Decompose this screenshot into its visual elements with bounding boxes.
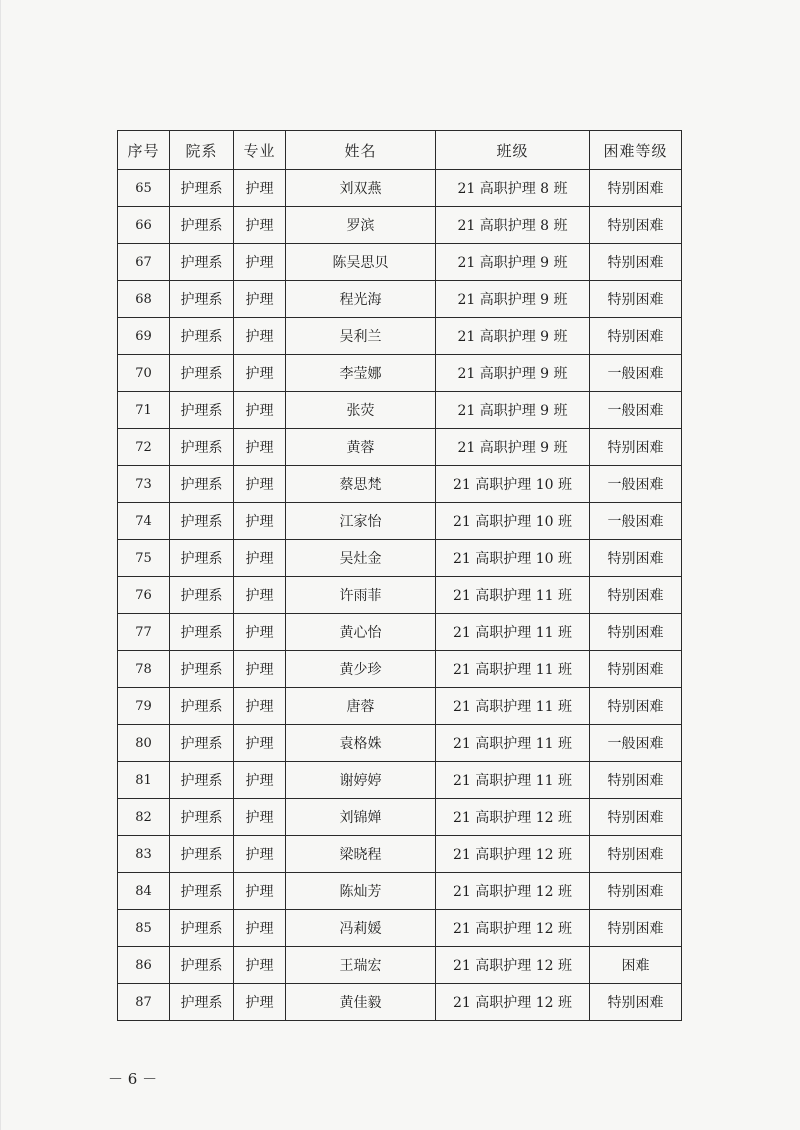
class-cell: 21 高职护理 12 班: [436, 984, 590, 1021]
serial-cell: 76: [118, 577, 170, 614]
serial-cell: 79: [118, 688, 170, 725]
difficulty-cell: 特别困难: [590, 244, 682, 281]
major-cell: 护理: [234, 207, 286, 244]
class-cell: 21 高职护理 10 班: [436, 540, 590, 577]
name-cell: 许雨菲: [286, 577, 436, 614]
name-cell: 程光海: [286, 281, 436, 318]
serial-cell: 83: [118, 836, 170, 873]
table-row: [118, 392, 682, 429]
major-cell: 护理: [234, 540, 286, 577]
department-cell: 护理系: [170, 984, 234, 1021]
department-cell: 护理系: [170, 614, 234, 651]
name-cell: 梁晓程: [286, 836, 436, 873]
name-cell: 唐蓉: [286, 688, 436, 725]
table-row: [118, 170, 682, 207]
class-cell: 21 高职护理 10 班: [436, 466, 590, 503]
serial-cell: 73: [118, 466, 170, 503]
major-cell: 护理: [234, 873, 286, 910]
major-cell: 护理: [234, 984, 286, 1021]
table-row: [118, 910, 682, 947]
class-cell: 21 高职护理 11 班: [436, 651, 590, 688]
department-cell: 护理系: [170, 540, 234, 577]
table-row: [118, 540, 682, 577]
name-cell: 张荧: [286, 392, 436, 429]
difficulty-cell: 一般困难: [590, 466, 682, 503]
major-cell: 护理: [234, 725, 286, 762]
name-cell: 罗滨: [286, 207, 436, 244]
class-cell: 21 高职护理 9 班: [436, 318, 590, 355]
class-cell: 21 高职护理 11 班: [436, 577, 590, 614]
serial-cell: 65: [118, 170, 170, 207]
department-cell: 护理系: [170, 688, 234, 725]
name-cell: 王瑞宏: [286, 947, 436, 984]
serial-cell: 86: [118, 947, 170, 984]
class-cell: 21 高职护理 11 班: [436, 725, 590, 762]
name-cell: 吴灶金: [286, 540, 436, 577]
name-cell: 刘锦婵: [286, 799, 436, 836]
table-row: [118, 503, 682, 540]
major-cell: 护理: [234, 318, 286, 355]
serial-cell: 71: [118, 392, 170, 429]
table-row: [118, 873, 682, 910]
name-cell: 陈吴思贝: [286, 244, 436, 281]
class-cell: 21 高职护理 12 班: [436, 910, 590, 947]
difficulty-cell: 特别困难: [590, 873, 682, 910]
difficulty-cell: 一般困难: [590, 355, 682, 392]
class-cell: 21 高职护理 9 班: [436, 429, 590, 466]
difficulty-cell: 特别困难: [590, 762, 682, 799]
table-body: [118, 170, 682, 1021]
department-cell: 护理系: [170, 207, 234, 244]
department-cell: 护理系: [170, 762, 234, 799]
table-row: [118, 466, 682, 503]
difficulty-cell: 一般困难: [590, 392, 682, 429]
class-cell: 21 高职护理 9 班: [436, 392, 590, 429]
major-cell: 护理: [234, 244, 286, 281]
name-cell: 黄心怡: [286, 614, 436, 651]
department-cell: 护理系: [170, 836, 234, 873]
difficulty-cell: 特别困难: [590, 540, 682, 577]
table-row: [118, 836, 682, 873]
major-cell: 护理: [234, 503, 286, 540]
difficulty-cell: 特别困难: [590, 577, 682, 614]
major-cell: 护理: [234, 170, 286, 207]
department-cell: 护理系: [170, 651, 234, 688]
name-cell: 李莹娜: [286, 355, 436, 392]
department-cell: 护理系: [170, 170, 234, 207]
difficulty-cell: 一般困难: [590, 503, 682, 540]
class-cell: 21 高职护理 11 班: [436, 762, 590, 799]
table-row: [118, 281, 682, 318]
difficulty-cell: 特别困难: [590, 836, 682, 873]
serial-cell: 87: [118, 984, 170, 1021]
table-row: [118, 762, 682, 799]
table-header: [118, 131, 682, 170]
difficulty-cell: 一般困难: [590, 725, 682, 762]
class-cell: 21 高职护理 8 班: [436, 207, 590, 244]
serial-cell: 70: [118, 355, 170, 392]
difficulty-cell: 特别困难: [590, 318, 682, 355]
class-cell: 21 高职护理 12 班: [436, 799, 590, 836]
page-number: － 6 －: [108, 1070, 158, 1088]
difficulty-cell: 特别困难: [590, 651, 682, 688]
difficulty-cell: 特别困难: [590, 688, 682, 725]
difficulty-cell: 特别困难: [590, 910, 682, 947]
table-row: [118, 688, 682, 725]
header-row: [118, 131, 682, 170]
serial-cell: 80: [118, 725, 170, 762]
name-cell: 陈灿芳: [286, 873, 436, 910]
major-cell: 护理: [234, 688, 286, 725]
department-cell: 护理系: [170, 392, 234, 429]
name-cell: 黄蓉: [286, 429, 436, 466]
name-cell: 黄佳毅: [286, 984, 436, 1021]
class-cell: 21 高职护理 12 班: [436, 873, 590, 910]
major-cell: 护理: [234, 799, 286, 836]
name-cell: 冯莉媛: [286, 910, 436, 947]
header-major: 专业: [234, 131, 286, 170]
serial-cell: 84: [118, 873, 170, 910]
name-cell: 谢婷婷: [286, 762, 436, 799]
department-cell: 护理系: [170, 577, 234, 614]
name-cell: 江家怡: [286, 503, 436, 540]
difficulty-cell: 困难: [590, 947, 682, 984]
difficulty-cell: 特别困难: [590, 799, 682, 836]
serial-cell: 81: [118, 762, 170, 799]
major-cell: 护理: [234, 614, 286, 651]
table-row: [118, 725, 682, 762]
serial-cell: 78: [118, 651, 170, 688]
table-row: [118, 355, 682, 392]
major-cell: 护理: [234, 281, 286, 318]
class-cell: 21 高职护理 9 班: [436, 355, 590, 392]
name-cell: 黄少珍: [286, 651, 436, 688]
major-cell: 护理: [234, 392, 286, 429]
header-difficulty-level: 困难等级: [590, 131, 682, 170]
major-cell: 护理: [234, 429, 286, 466]
department-cell: 护理系: [170, 799, 234, 836]
major-cell: 护理: [234, 910, 286, 947]
difficulty-cell: 特别困难: [590, 614, 682, 651]
header-name: 姓名: [286, 131, 436, 170]
department-cell: 护理系: [170, 947, 234, 984]
name-cell: 蔡思梵: [286, 466, 436, 503]
table-row: [118, 244, 682, 281]
serial-cell: 67: [118, 244, 170, 281]
department-cell: 护理系: [170, 355, 234, 392]
table-row: [118, 651, 682, 688]
major-cell: 护理: [234, 651, 286, 688]
department-cell: 护理系: [170, 318, 234, 355]
class-cell: 21 高职护理 11 班: [436, 688, 590, 725]
major-cell: 护理: [234, 947, 286, 984]
class-cell: 21 高职护理 12 班: [436, 836, 590, 873]
major-cell: 护理: [234, 466, 286, 503]
department-cell: 护理系: [170, 910, 234, 947]
header-department: 院系: [170, 131, 234, 170]
difficulty-cell: 特别困难: [590, 170, 682, 207]
table-row: [118, 207, 682, 244]
name-cell: 吴利兰: [286, 318, 436, 355]
class-cell: 21 高职护理 8 班: [436, 170, 590, 207]
serial-cell: 77: [118, 614, 170, 651]
difficulty-cell: 特别困难: [590, 207, 682, 244]
department-cell: 护理系: [170, 873, 234, 910]
serial-cell: 85: [118, 910, 170, 947]
header-class: 班级: [436, 131, 590, 170]
class-cell: 21 高职护理 12 班: [436, 947, 590, 984]
table-row: [118, 614, 682, 651]
table-row: [118, 799, 682, 836]
class-cell: 21 高职护理 11 班: [436, 614, 590, 651]
table-row: [118, 947, 682, 984]
serial-cell: 74: [118, 503, 170, 540]
department-cell: 护理系: [170, 244, 234, 281]
major-cell: 护理: [234, 762, 286, 799]
class-cell: 21 高职护理 10 班: [436, 503, 590, 540]
difficulty-cell: 特别困难: [590, 281, 682, 318]
serial-cell: 82: [118, 799, 170, 836]
class-cell: 21 高职护理 9 班: [436, 281, 590, 318]
difficulty-cell: 特别困难: [590, 984, 682, 1021]
serial-cell: 68: [118, 281, 170, 318]
department-cell: 护理系: [170, 503, 234, 540]
major-cell: 护理: [234, 836, 286, 873]
class-cell: 21 高职护理 9 班: [436, 244, 590, 281]
major-cell: 护理: [234, 577, 286, 614]
serial-cell: 75: [118, 540, 170, 577]
table-row: [118, 577, 682, 614]
serial-cell: 72: [118, 429, 170, 466]
major-cell: 护理: [234, 355, 286, 392]
table-row: [118, 984, 682, 1021]
table-row: [118, 429, 682, 466]
name-cell: 刘双燕: [286, 170, 436, 207]
header-serial: 序号: [118, 131, 170, 170]
serial-cell: 66: [118, 207, 170, 244]
department-cell: 护理系: [170, 281, 234, 318]
department-cell: 护理系: [170, 429, 234, 466]
difficulty-cell: 特别困难: [590, 429, 682, 466]
table-row: [118, 318, 682, 355]
serial-cell: 69: [118, 318, 170, 355]
department-cell: 护理系: [170, 466, 234, 503]
name-cell: 袁格姝: [286, 725, 436, 762]
department-cell: 护理系: [170, 725, 234, 762]
student-roster-table: [117, 130, 682, 1021]
